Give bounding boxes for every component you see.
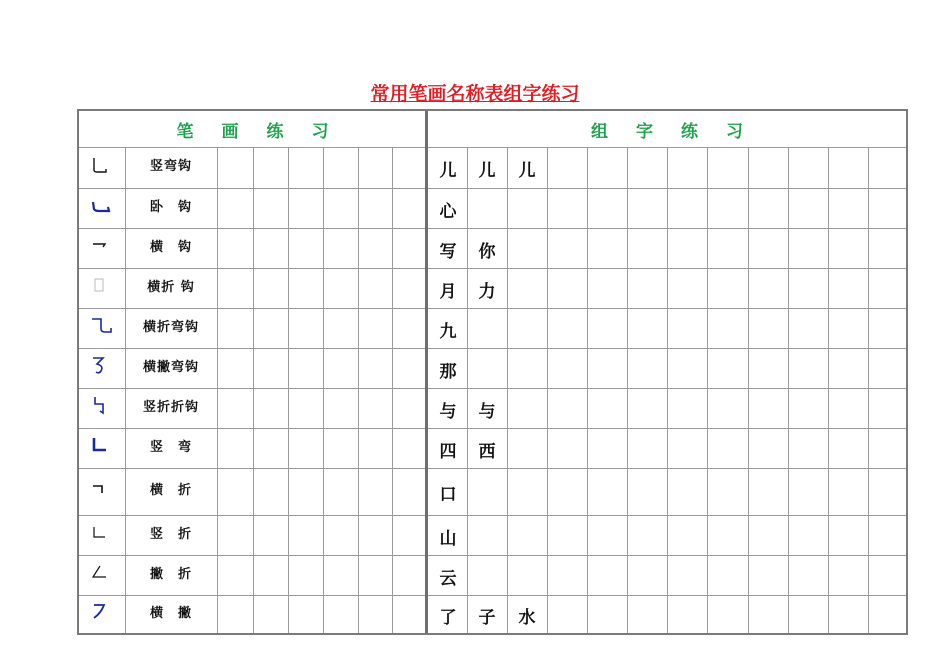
stroke-name: 横折弯钩 <box>142 319 199 335</box>
grid-line-vertical <box>507 147 508 633</box>
stroke-name: 横 钩 <box>149 239 192 255</box>
vertical-bend-icon <box>79 428 125 462</box>
stroke-name: 撇 折 <box>149 566 192 582</box>
header-char: 练 <box>266 121 284 142</box>
header-char: 字 <box>636 121 653 142</box>
stroke-name: 横 撇 <box>149 605 192 621</box>
grid-line-vertical <box>788 147 789 633</box>
practice-char: 水 <box>518 607 536 628</box>
grid-line-vertical <box>358 147 359 633</box>
stroke-name: 横折 钩 <box>147 279 195 295</box>
practice-table <box>77 109 908 635</box>
horizontal-hook-icon <box>79 228 125 262</box>
missing-glyph-icon <box>79 268 125 302</box>
practice-char: 儿 <box>439 161 457 181</box>
vertical-turn-icon <box>79 515 125 549</box>
grid-line-vertical <box>868 147 869 633</box>
page-title: 常用笔画名称表组字练习 <box>370 83 580 105</box>
grid-line-vertical <box>288 147 289 633</box>
horizontal-bend-curve-hook-icon <box>79 308 125 342</box>
slant-turn-icon <box>79 555 125 589</box>
practice-char: 与 <box>478 401 496 422</box>
header-char: 组 <box>591 121 608 142</box>
grid-line-vertical <box>253 147 254 633</box>
practice-char: 西 <box>478 441 496 462</box>
practice-char: 儿 <box>478 161 496 181</box>
practice-char: 你 <box>478 241 496 262</box>
header-char: 画 <box>221 121 239 142</box>
grid-line-vertical <box>828 147 829 633</box>
grid-line-vertical <box>323 147 324 633</box>
grid-line-vertical <box>547 147 548 633</box>
stroke-name: 竖弯钩 <box>149 159 192 174</box>
practice-char: 心 <box>439 201 457 222</box>
practice-char: 那 <box>439 361 457 382</box>
header-word-practice <box>428 111 906 147</box>
practice-char: 写 <box>439 241 457 262</box>
vertical-turn-turn-hook-icon <box>79 388 125 422</box>
header-char: 笔 <box>176 121 194 142</box>
grid-line-vertical <box>392 147 393 633</box>
grid-line-vertical <box>217 147 218 633</box>
practice-char: 子 <box>478 607 496 628</box>
grid-line-vertical <box>748 147 749 633</box>
practice-char: 云 <box>439 568 457 589</box>
grid-line-vertical <box>627 147 628 633</box>
practice-char: 九 <box>439 321 457 342</box>
header-char: 习 <box>311 121 329 142</box>
stroke-name: 卧 钩 <box>149 199 192 215</box>
practice-char: 山 <box>439 528 457 549</box>
horizontal-slant-curve-hook-icon <box>79 348 125 382</box>
horizontal-turn-icon <box>79 468 125 509</box>
practice-char: 力 <box>478 281 496 302</box>
practice-char: 四 <box>439 441 457 462</box>
grid-line-vertical <box>587 147 588 633</box>
stroke-name: 竖折折钩 <box>142 399 199 415</box>
practice-char: 了 <box>439 607 457 628</box>
stroke-name: 横 折 <box>149 483 192 498</box>
practice-char: 儿 <box>518 161 536 181</box>
practice-char: 月 <box>439 281 457 302</box>
grid-line-vertical <box>707 147 708 633</box>
horizontal-slant-icon <box>79 595 125 627</box>
practice-char: 与 <box>439 401 457 422</box>
stroke-name: 横撇弯钩 <box>142 359 199 375</box>
header-char: 习 <box>726 121 743 142</box>
header-char: 练 <box>681 121 698 142</box>
lying-hook-icon <box>79 188 125 222</box>
stroke-name: 竖 折 <box>149 526 192 542</box>
grid-line-vertical <box>667 147 668 633</box>
practice-char: 口 <box>439 485 457 505</box>
vertical-bend-hook-icon <box>79 147 125 182</box>
header-stroke-practice <box>79 111 426 147</box>
stroke-name: 竖 弯 <box>149 439 192 455</box>
